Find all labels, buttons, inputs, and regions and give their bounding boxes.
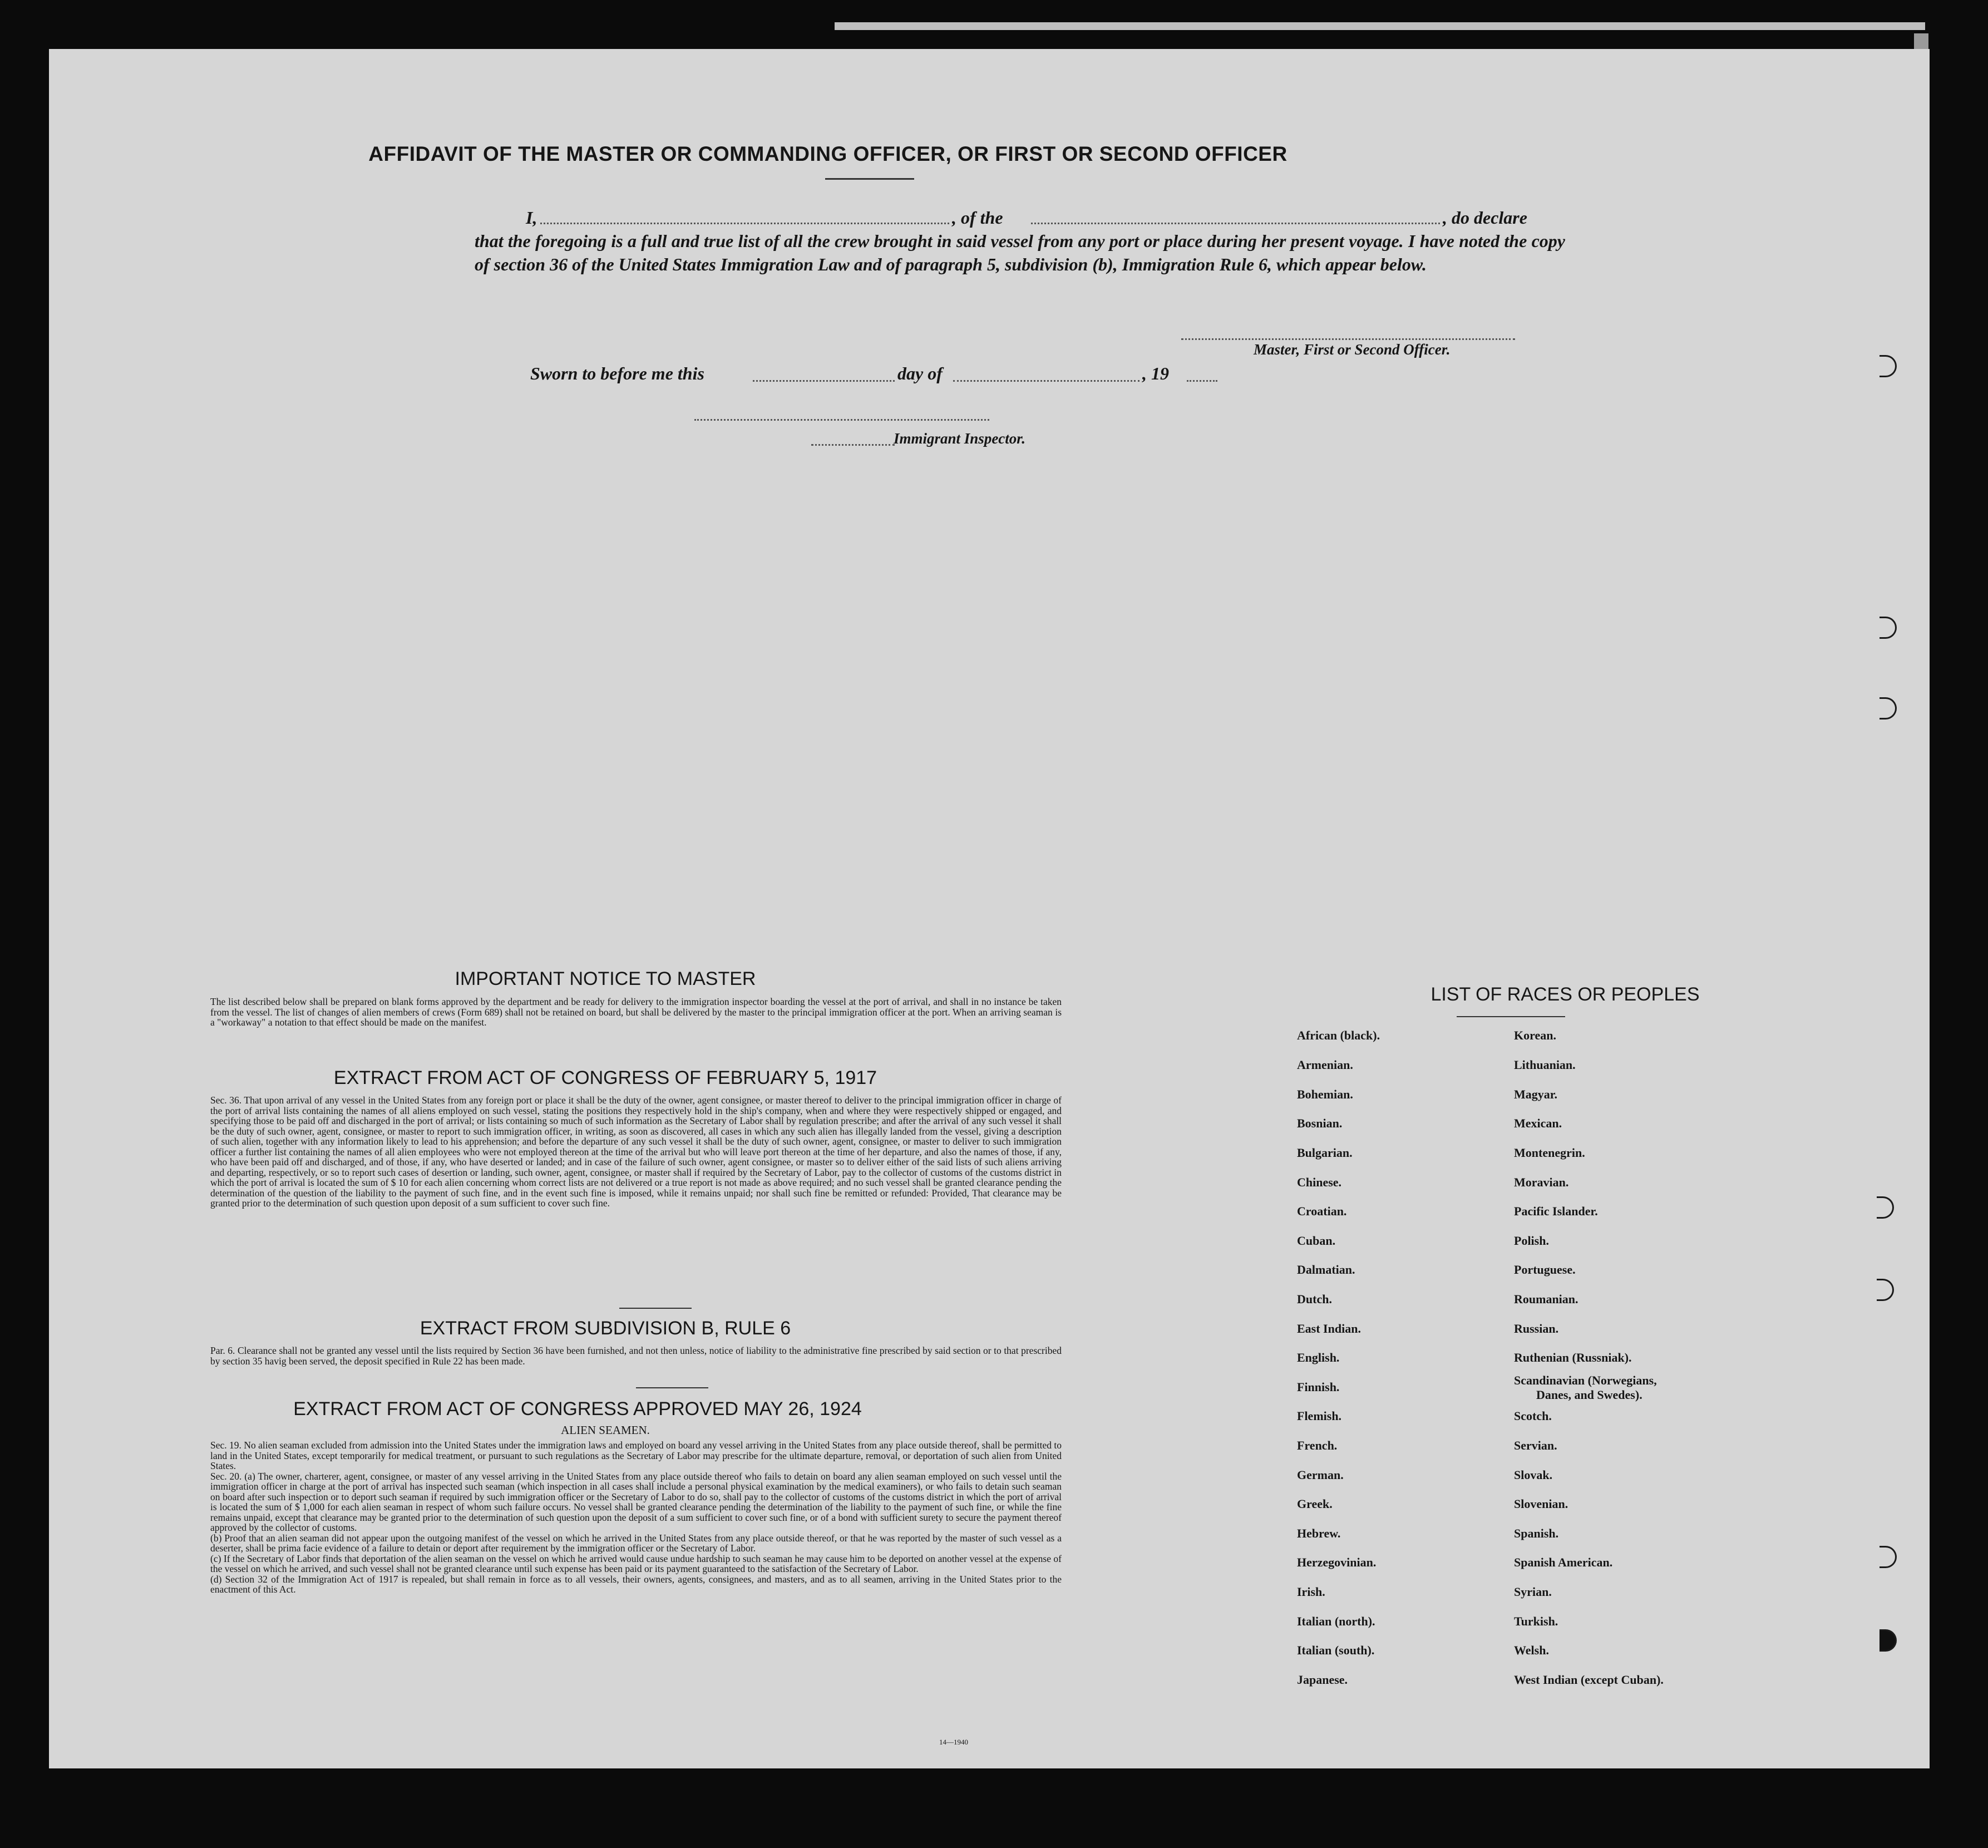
master-signature-field[interactable] [1181, 338, 1515, 340]
section-20c: (c) If the Secretary of Labor finds that deportation of the alien seaman on the vessel on which he arrived would cause undue hardship to such seaman he may cause him to be deported on another vessel at the expense of the vessel on which he arrived, and such vessel shall not be granted clearance until such expense has been paid or its payment guaranteed to the satisfaction of the Secretary of Labor. [210, 1553, 1062, 1574]
race-item: Moravian. [1514, 1175, 1569, 1189]
race-item: Chinese. [1297, 1175, 1342, 1189]
race-item: Korean. [1514, 1028, 1556, 1042]
inspector-dots [811, 444, 895, 446]
notice-title: IMPORTANT NOTICE TO MASTER [455, 968, 756, 989]
race-item: Montenegrin. [1514, 1146, 1585, 1160]
race-item: Mexican. [1514, 1116, 1562, 1130]
extract-rule6-body: Par. 6. Clearance shall not be granted any vessel until the lists required by Section 36 have been furnished, and not then unless, notice of liability to the administrative fine prescribed by said section or to that prescribed by section 35 havig been served, the deposit specified in Rule 22 has been made. [210, 1345, 1062, 1367]
race-item: English. [1297, 1351, 1340, 1364]
race-item: Lithuanian. [1514, 1058, 1576, 1072]
vessel-field[interactable] [1031, 223, 1440, 224]
race-item: Irish. [1297, 1585, 1325, 1599]
race-item: Slovenian. [1514, 1497, 1568, 1511]
extract-1924-subtitle: ALIEN SEAMEN. [561, 1423, 650, 1437]
race-item: Spanish. [1514, 1526, 1559, 1540]
race-item: African (black). [1297, 1028, 1380, 1042]
race-item: Russian. [1514, 1322, 1559, 1336]
day-field[interactable] [753, 380, 895, 382]
month-field[interactable] [953, 380, 1139, 382]
race-item: Herzegovinian. [1297, 1555, 1377, 1569]
binder-hole-icon [1880, 697, 1897, 720]
declaration-line [475, 206, 1565, 229]
race-item: Welsh. [1514, 1643, 1549, 1657]
race-item: Dutch. [1297, 1292, 1332, 1306]
race-item: Ruthenian (Russniak). [1514, 1351, 1632, 1364]
race-item: Scandinavian (Norwegians, [1514, 1373, 1657, 1387]
extract-1917-title: EXTRACT FROM ACT OF CONGRESS OF FEBRUARY 5, 1917 [333, 1067, 877, 1088]
race-item: Croatian. [1297, 1204, 1347, 1218]
sworn-line [530, 363, 1309, 386]
race-item-continued: Danes, and Swedes). [1536, 1388, 1642, 1402]
section-20a: Sec. 20. (a) The owner, charterer, agent, consignee, or master of any vessel arriving in the United States from any place outside thereof who fails to detain on board any alien seaman employed on such vessel until the immigration officer in charge at the port of arrival has inspected such seaman (which inspection in all cases shall include a personal physical examination by the medical examiners), or who fails to detain such seaman on board after such inspection or to deport such seaman if required by such immigration officer or the Secretary of Labor to do so, shall pay to the collector of customs of the customs district in which the port of arrival is located the sum of $ 1,000 for each alien seaman in respect of whom such failure occurs. No vessel shall be granted clearance pending the determination of the liability to the payment of such fine, or while the fine remains unpaid, except that clearance may be granted prior to the determination of such question upon the deposit of a sum sufficient to cover such fine, or of a bond with sufficient surety to secure the payment thereof approved by the collector of customs. [210, 1470, 1062, 1533]
race-item: Dalmatian. [1297, 1263, 1355, 1277]
extract-rule [619, 1308, 692, 1309]
race-item: Armenian. [1297, 1058, 1353, 1072]
race-item: Slovak. [1514, 1468, 1553, 1482]
extract-1917-body: Sec. 36. That upon arrival of any vessel in the United States from any foreign port or place it shall be the duty of the owner, agent consignee, or master thereof to deliver to the principal immigration officer in charge of the port of arrival lists containing the names of all aliens employed on such vessel, stating the positions they respectively hold in the ship's company, when and where they were respectively shipped or engaged, and specifying those to be paid off and discharged in the port of arrival; or lists containing so much of such information as the Secretary of Labor shall by regulation prescribe; and after the arrival of any such vessel it shall be the duty of such owner, agent, consignee, or master to report to such immigration officer, in writing, as soon as discovered, all cases in which any such alien has illegally landed from the vessel, giving a description of such alien, together with any information likely to lead to his apprehension; and before the departure of any such vessel it shall be the duty of such owner, agent, consignee, or master to deliver to such immigration officer a further list containing the names of all alien employees who were not employed thereon at the time of the arrival but who will leave port thereon at the time of her departure, and also the names of those, if any, who have been paid off and discharged, and of those, if any, who have deserted or landed; and in case of the failure of such owner, agent consignee, or master so to deliver either of the said lists of such aliens arriving and departing, respectively, or so to report such cases of desertion or landing, such owner, agent, consignee, or master shall if required by the Secretary of Labor, pay to the collector of customs of the customs district in which the port of arrival is located the sum of $ 10 for each alien concerning whom correct lists are not delivered or a true report is not made as above required; and no such vessel shall be granted clearance pending the determination of the question of the liability to the payment of such fine, and in the event such fine is imposed, while it remains unpaid; nor shall such fine be remitted or refunded: Provided, That clearance may be granted prior to the determination of such question upon deposit of a sum sufficient to cover such fine. [210, 1095, 1062, 1209]
do-declare-label: , do declare [1443, 208, 1527, 228]
section-19: Sec. 19. No alien seaman excluded from admission into the United States under the immigration laws and employed on board any vessel arriving in the United States from any place outside thereof, shall be permitted to land in the United States, except temporarily for medical treatment, or pursuant to such regulations as the Secretary of Labor may prescribe for the ultimate departure, removal, or deportation of such alien from United States. [210, 1440, 1062, 1471]
extract-rule-2 [636, 1387, 708, 1388]
extract-1924-body [210, 1440, 1062, 1595]
year-label: , 19 [1142, 363, 1169, 383]
race-item: East Indian. [1297, 1322, 1361, 1336]
race-item: Portuguese. [1514, 1263, 1576, 1277]
race-item: Italian (north). [1297, 1614, 1375, 1628]
race-item: French. [1297, 1438, 1338, 1452]
master-signature-label: Master, First or Second Officer. [1254, 341, 1451, 358]
notice-body: The list described below shall be prepared on blank forms approved by the department and be ready for delivery to the immigration inspector boarding the vessel at the port of arrival, and shall in no instance be taken from the vessel. The list of changes of alien members of crews (Form 689) shall not be retained on board, but shall be delivered by the master to the principal immigration officer at the port. When an arriving seaman is a "workaway" a notation to that effect should be made on the manifest. [210, 996, 1062, 1028]
races-title: LIST OF RACES OR PEOPLES [1430, 984, 1700, 1005]
form-page [49, 49, 1930, 1768]
title-rule [825, 178, 914, 180]
binder-hole-icon [1880, 617, 1897, 639]
day-of-label: day of [897, 363, 943, 383]
race-item: Flemish. [1297, 1409, 1342, 1423]
race-item: Bulgarian. [1297, 1146, 1353, 1160]
binder-hole-icon [1877, 1196, 1894, 1219]
form-number: 14—1940 [939, 1738, 968, 1746]
affidavit-title: AFFIDAVIT OF THE MASTER OR COMMANDING OFFICER, OR FIRST OR SECOND OFFICER [368, 142, 1287, 165]
race-item: Roumanian. [1514, 1292, 1578, 1306]
binder-hole-icon [1880, 355, 1897, 377]
race-item: Greek. [1297, 1497, 1333, 1511]
race-item: Magyar. [1514, 1087, 1558, 1101]
race-item: Finnish. [1297, 1380, 1340, 1394]
race-item: Pacific Islander. [1514, 1204, 1598, 1218]
i-label: I, [526, 208, 537, 228]
race-item: Italian (south). [1297, 1643, 1375, 1657]
extract-rule6-title: EXTRACT FROM SUBDIVISION B, RULE 6 [420, 1318, 791, 1339]
race-item: Scotch. [1514, 1409, 1552, 1423]
declaration-body: that the foregoing is a full and true list of all the crew brought in said vessel from any port or place during her present voyage. I have noted the copy of section 36 of the United States Immigration Law and of paragraph 5, subdivision (b), Immigration Rule 6, which appear below. [475, 231, 1565, 274]
race-item: West Indian (except Cuban). [1514, 1673, 1664, 1687]
races-rule [1457, 1016, 1565, 1017]
race-item: Polish. [1514, 1234, 1549, 1248]
binder-hole-icon [1880, 1546, 1897, 1568]
page-edge [835, 22, 1925, 30]
affidavit-declaration [475, 206, 1565, 276]
sworn-label: Sworn to before me this [530, 363, 704, 383]
race-item: Servian. [1514, 1438, 1557, 1452]
section-20b: (b) Proof that an alien seaman did not appear upon the outgoing manifest of the vessel on which he arrived in the United States from any place outside thereof, or that he was reported by the master of such vessel as a deserter, shall be prima facie evidence of a failure to detain or deport after requirement by the immigration officer or the Secretary of Labor. [210, 1532, 1062, 1554]
race-item: Turkish. [1514, 1614, 1558, 1628]
race-item: Hebrew. [1297, 1526, 1341, 1540]
race-item: Bosnian. [1297, 1116, 1343, 1130]
inspector-label: Immigrant Inspector. [894, 430, 1026, 447]
race-item: Syrian. [1514, 1585, 1552, 1599]
extract-1924-title: EXTRACT FROM ACT OF CONGRESS APPROVED MAY 26, 1924 [293, 1398, 862, 1420]
binder-hole-icon [1877, 1279, 1894, 1301]
name-field[interactable] [540, 223, 949, 224]
race-item: Spanish American. [1514, 1555, 1613, 1569]
inspector-signature-field[interactable] [694, 419, 989, 421]
binder-hole-icon [1880, 1629, 1897, 1652]
race-item: Cuban. [1297, 1234, 1336, 1248]
section-20d: (d) Section 32 of the Immigration Act of 1917 is repealed, but shall remain in force as to all vessels, their owners, agents, consignees, and masters, and as to all seamen, arriving in the United States prior to the enactment of this Act. [210, 1573, 1062, 1595]
year-field[interactable] [1187, 380, 1217, 382]
of-the-label: , of the [952, 208, 1003, 228]
race-item: Bohemian. [1297, 1087, 1353, 1101]
race-item: German. [1297, 1468, 1344, 1482]
race-item: Japanese. [1297, 1673, 1348, 1687]
